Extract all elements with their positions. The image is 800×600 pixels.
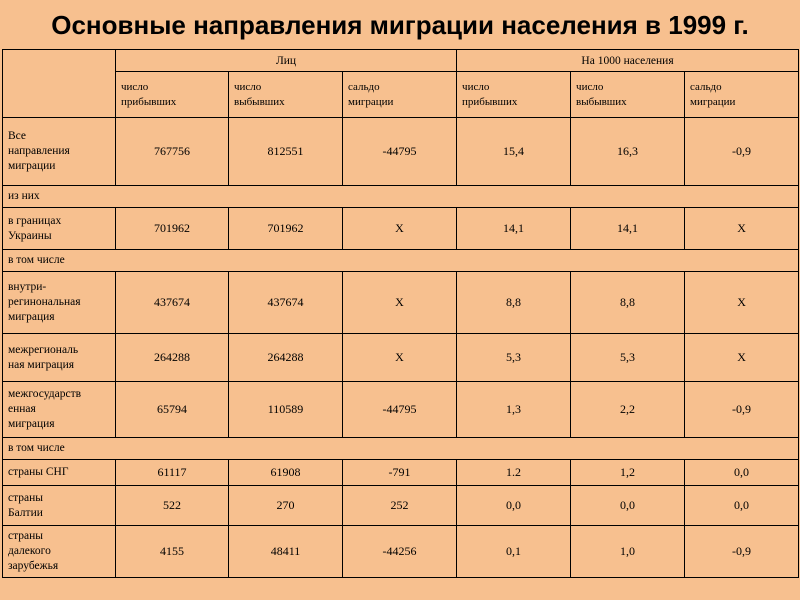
row-label-line: Украины xyxy=(8,229,52,242)
column-header-line: число xyxy=(121,80,149,93)
row-label-line: Все xyxy=(8,130,27,142)
table-cell: -0,9 xyxy=(685,118,799,186)
table-row xyxy=(3,334,799,382)
table-cell: 5,3 xyxy=(457,334,571,382)
table-cell: -0,9 xyxy=(685,526,799,578)
table-cell: 110589 xyxy=(229,382,343,438)
table-row xyxy=(3,382,799,438)
column-header-line: число xyxy=(576,80,604,93)
table-cell: -44795 xyxy=(343,118,457,186)
section-label: из них xyxy=(3,186,799,208)
table-cell: 16,3 xyxy=(571,118,685,186)
row-label-line: в границах xyxy=(8,214,62,227)
table-row xyxy=(3,272,799,334)
column-header xyxy=(685,72,799,118)
table-cell: 1,0 xyxy=(571,526,685,578)
table-cell: 5,3 xyxy=(571,334,685,382)
column-header xyxy=(571,72,685,118)
column-header-line: прибывших xyxy=(121,95,177,108)
column-header-line: выбывших xyxy=(234,95,285,108)
row-label-line: енная xyxy=(8,403,36,415)
column-header xyxy=(457,72,571,118)
row-label-line: миграция xyxy=(8,311,55,323)
table-cell: 1,3 xyxy=(457,382,571,438)
table-cell: 522 xyxy=(116,486,229,526)
table-cell: 252 xyxy=(343,486,457,526)
column-header-line: миграции xyxy=(690,95,736,108)
table-cell: -0,9 xyxy=(685,382,799,438)
section-row xyxy=(3,438,799,460)
table-cell: 8,8 xyxy=(457,272,571,334)
table-cell: X xyxy=(685,208,799,250)
table-cell: 14,1 xyxy=(571,208,685,250)
table-row xyxy=(3,118,799,186)
table-cell: 4155 xyxy=(116,526,229,578)
corner-cell xyxy=(3,50,116,118)
table-cell: X xyxy=(685,272,799,334)
table-cell: 264288 xyxy=(116,334,229,382)
table-cell: X xyxy=(685,334,799,382)
row-label-line: миграции xyxy=(8,160,56,172)
row-label xyxy=(3,272,116,334)
column-header xyxy=(116,72,229,118)
row-label-line: внутри- xyxy=(8,281,47,293)
column-header xyxy=(229,72,343,118)
table-cell: 0,0 xyxy=(457,486,571,526)
column-header-line: миграции xyxy=(348,95,394,108)
row-label-line: межрегиональ xyxy=(8,343,79,356)
table-cell: 2,2 xyxy=(571,382,685,438)
table-cell: 61117 xyxy=(116,460,229,486)
sub-header-row xyxy=(3,72,799,118)
table-cell: 15,4 xyxy=(457,118,571,186)
group-header-persons: Лиц xyxy=(116,50,457,72)
row-label xyxy=(3,382,116,438)
group-header-row xyxy=(3,50,799,72)
row-label-line: направления xyxy=(8,145,70,157)
table-cell: 701962 xyxy=(229,208,343,250)
column-header-line: сальдо xyxy=(348,80,380,93)
column-header-line: прибывших xyxy=(462,95,518,108)
column-header-line: число xyxy=(234,80,262,93)
row-label xyxy=(3,334,116,382)
table-cell: 0,0 xyxy=(685,460,799,486)
table-cell: 264288 xyxy=(229,334,343,382)
table-cell: 270 xyxy=(229,486,343,526)
table-cell: 767756 xyxy=(116,118,229,186)
table-row xyxy=(3,486,799,526)
row-label xyxy=(3,526,116,578)
table-cell: X xyxy=(343,208,457,250)
table-cell: 14,1 xyxy=(457,208,571,250)
table-cell: 437674 xyxy=(116,272,229,334)
table-cell: -791 xyxy=(343,460,457,486)
table-row xyxy=(3,208,799,250)
table-body xyxy=(3,50,799,578)
section-row xyxy=(3,250,799,272)
migration-table xyxy=(2,49,799,578)
row-label-line: регинональная xyxy=(8,296,81,308)
page-title: Основные направления миграции населения в 1999 г. xyxy=(51,10,749,40)
table-cell: 61908 xyxy=(229,460,343,486)
row-label-line: Балтии xyxy=(8,506,43,519)
row-label xyxy=(3,460,116,486)
row-label-line: ная миграция xyxy=(8,358,75,371)
table-cell: X xyxy=(343,272,457,334)
group-header-per-1000: На 1000 населения xyxy=(457,50,799,72)
row-label-line: далекого xyxy=(8,545,51,557)
row-label-line: страны xyxy=(8,491,44,504)
row-label xyxy=(3,486,116,526)
table-cell: 1.2 xyxy=(457,460,571,486)
table-cell: X xyxy=(343,334,457,382)
column-header xyxy=(343,72,457,118)
table-cell: 8,8 xyxy=(571,272,685,334)
row-label-line: страны СНГ xyxy=(8,466,69,478)
table-cell: 65794 xyxy=(116,382,229,438)
row-label xyxy=(3,118,116,186)
table-cell: 701962 xyxy=(116,208,229,250)
row-label-line: зарубежья xyxy=(8,560,59,572)
section-label: в том числе xyxy=(3,250,799,272)
row-label-line: миграция xyxy=(8,418,55,430)
table-cell: -44256 xyxy=(343,526,457,578)
table-cell: 0,0 xyxy=(571,486,685,526)
table-cell: 812551 xyxy=(229,118,343,186)
row-label-line: страны xyxy=(8,530,44,542)
table-cell: 437674 xyxy=(229,272,343,334)
table-cell: 0,0 xyxy=(685,486,799,526)
table-cell: 0,1 xyxy=(457,526,571,578)
column-header-line: сальдо xyxy=(690,80,722,93)
row-label-line: межгосударств xyxy=(8,388,82,400)
row-label xyxy=(3,208,116,250)
table-row xyxy=(3,526,799,578)
table-cell: 1,2 xyxy=(571,460,685,486)
table-cell: 48411 xyxy=(229,526,343,578)
table-row xyxy=(3,460,799,486)
column-header-line: выбывших xyxy=(576,95,627,108)
table-cell: -44795 xyxy=(343,382,457,438)
section-row xyxy=(3,186,799,208)
column-header-line: число xyxy=(462,80,490,93)
section-label: в том числе xyxy=(3,438,799,460)
